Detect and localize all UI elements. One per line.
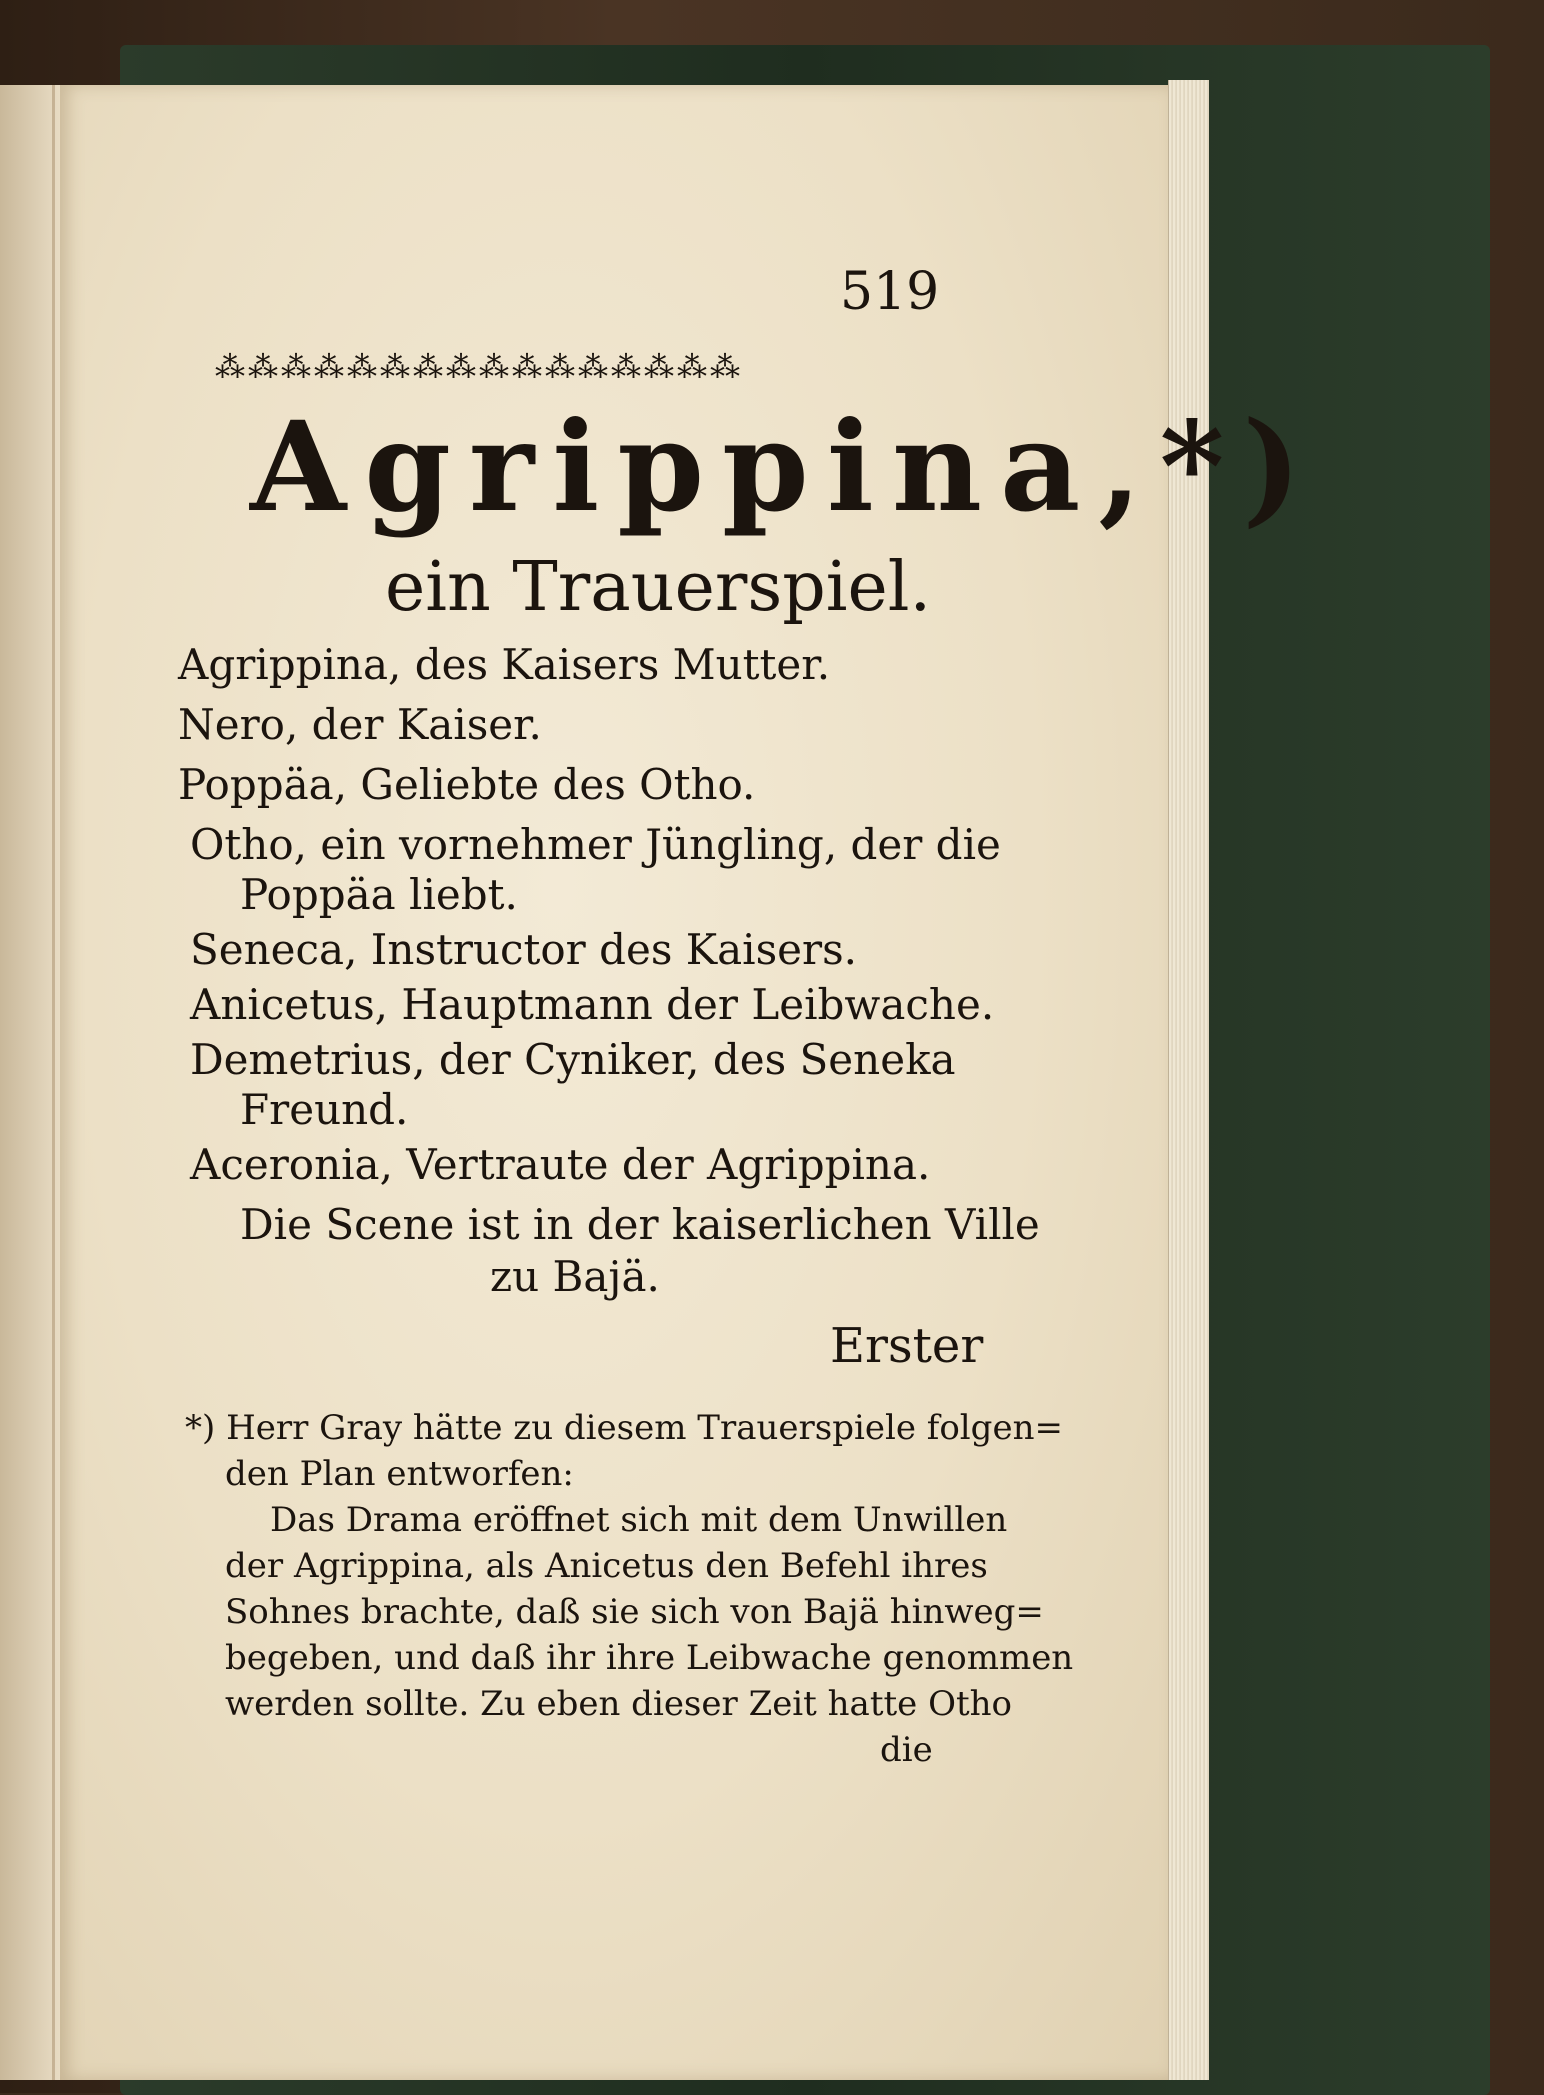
cast-entry: Seneca, Instructor des Kaisers. (190, 925, 857, 974)
page-number: 519 (840, 262, 940, 322)
footnote-line: Das Drama eröffnet sich mit dem Unwillen (270, 1500, 1008, 1540)
page-block-edges (1168, 80, 1209, 2080)
cast-entry: Otho, ein vornehmer Jüngling, der die (190, 820, 1001, 869)
scene-line: Die Scene ist in der kaiserlichen Ville (240, 1200, 1040, 1249)
cast-entry-continued: Poppäa liebt. (240, 870, 518, 919)
cast-entry: Nero, der Kaiser. (178, 700, 542, 749)
cast-entry-continued: Freund. (240, 1085, 409, 1134)
cast-entry: Poppäa, Geliebte des Otho. (178, 760, 756, 809)
footnote-line: *) Herr Gray hätte zu diesem Trauerspiele folgen= (185, 1408, 1063, 1448)
footnote-line: der Agrippina, als Anicetus den Befehl ihres (225, 1546, 988, 1586)
footnote-line: den Plan entworfen: (225, 1454, 574, 1494)
footnote-line: werden sollte. Zu eben dieser Zeit hatte Otho (225, 1684, 1012, 1724)
ornament-rule: ⁂⁂⁂⁂⁂⁂⁂⁂⁂⁂⁂⁂⁂⁂⁂⁂ (215, 350, 743, 385)
footnote-catchword: die (880, 1730, 933, 1770)
page-gutter (52, 85, 55, 2080)
cast-entry: Demetrius, der Cyniker, des Seneka (190, 1035, 956, 1084)
cast-entry: Aceronia, Vertraute der Agrippina. (190, 1140, 931, 1189)
play-subtitle: ein Trauerspiel. (385, 548, 932, 627)
footnote-line: begeben, und daß ihr ihre Leibwache genommen (225, 1638, 1074, 1678)
footnote-line: Sohnes brachte, daß sie sich von Bajä hinweg= (225, 1592, 1044, 1632)
cast-entry: Agrippina, des Kaisers Mutter. (178, 640, 831, 689)
play-title: Agrippina,*) (250, 395, 1320, 540)
cast-entry: Anicetus, Hauptmann der Leibwache. (190, 980, 995, 1029)
scene-line: zu Bajä. (490, 1252, 660, 1301)
facing-page-edge (0, 85, 60, 2080)
catchword: Erster (830, 1318, 984, 1374)
